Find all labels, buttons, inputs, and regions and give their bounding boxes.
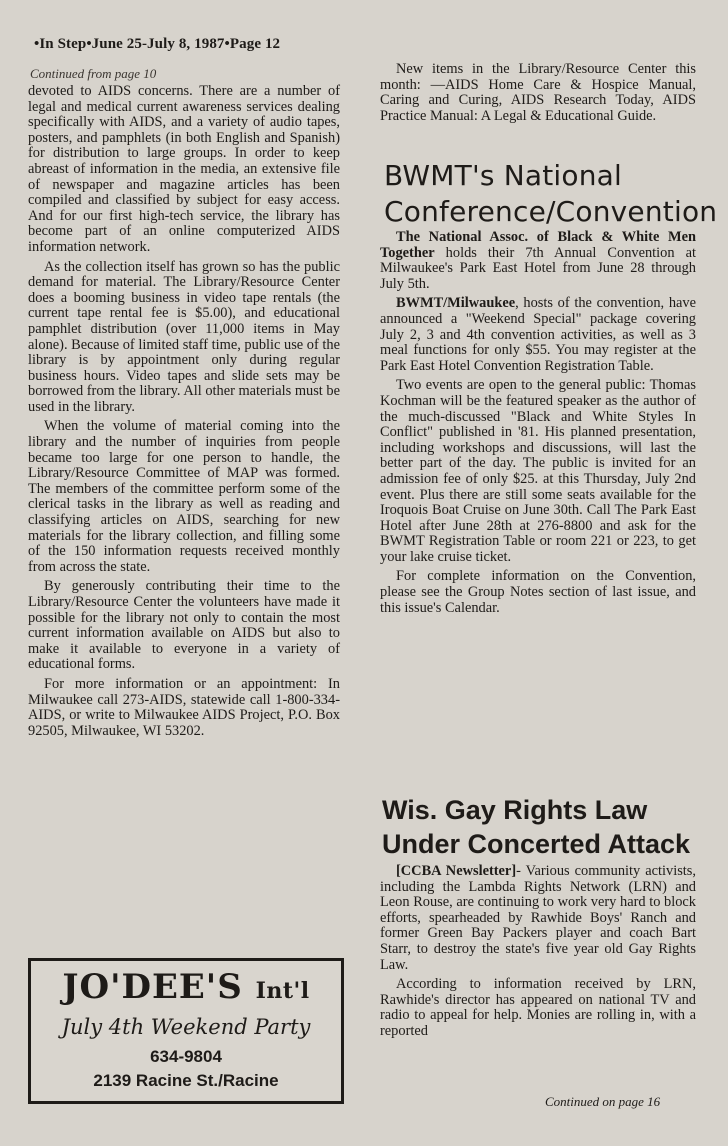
paragraph: devoted to AIDS concerns. There are a number of legal and medical current awareness services dealing specifically with AIDS, and a variety of audio tapes, posters, and pamphlets (in both English and Spanish) for distribution to large groups. In order to keep abreast of information in the media, an extensive file of newspaper and magazine articles has been compiled and classified by subject for easy access. And for our first high-tech service, the library has become part of an online computerized AIDS information network. <box>28 83 340 255</box>
ad-name-text: JO'DEE'S <box>62 967 243 1007</box>
paragraph: For complete information on the Convention, please see the Group Notes section of last issue, and this issue's Calendar. <box>380 568 696 616</box>
paragraph: Two events are open to the general public: Thomas Kochman will be the featured speaker as the author of the much-discussed "Black and White Styles In Conflict" published in '81. His planned presentation, including workshops and discussions, will last the better part of the day. The public is invited for an admission fee of only $25. at this Thursday, July 2nd event. Plus there are still some seats available for the Iroquois Boat Cruise on June 30th. Call The Park East Hotel after June 28th at 276-8800 and ask for the BWMT Registration Table or room 221 or 223, to get your lake cruise ticket. <box>380 377 696 565</box>
paragraph: New items in the Library/Resource Center this month: —AIDS Home Care & Hospice Manual, Caring and Curing, AIDS Research Today, AIDS Practice Manual: A Legal & Educational Guide. <box>380 61 696 124</box>
lead-in: [CCBA Newsletter] <box>396 863 517 879</box>
ad-business-name <box>31 967 341 1011</box>
paragraph-text: holds their 7th Annual Convention at Milwaukee's Park East Hotel from June 28 through July 5th. <box>380 244 696 292</box>
running-head: •In Step•June 25-July 8, 1987•Page 12 <box>34 36 281 52</box>
ad-tagline: July 4th Weekend Party <box>61 1015 311 1039</box>
jodees-advertisement <box>28 958 344 1104</box>
paragraph <box>380 864 696 973</box>
paragraph: For more information or an appointment: In Milwaukee call 273-AIDS, statewide call 1-800-334-AIDS, or write to Milwaukee AIDS Project, P.O. Box 92505, Milwaukee, WI 53202. <box>28 675 340 739</box>
right-column <box>380 0 718 1146</box>
paragraph: According to information received by LRN, Rawhide's director has appeared on national TV and radio to appeal for help. Monies are rolling in, with a reported <box>380 976 696 1039</box>
gay-rights-article-body <box>380 864 696 1044</box>
bwmt-article-body <box>380 230 696 620</box>
ad-name-suffix: Int'l <box>255 978 310 1004</box>
headline-line: BWMT's National <box>384 159 623 192</box>
ad-address: 2139 Racine St./Racine <box>93 1071 279 1090</box>
ad-phone: 634-9804 <box>150 1047 222 1066</box>
paragraph <box>380 230 696 292</box>
lead-in: The National Assoc. of Black & White Men Together <box>380 229 696 261</box>
paragraph-text: - Various community activists, including the Lambda Rights Network (LRN) and Leon Rouse, are continuing to work very hard to block efforts, spearheaded by Rawhide Boys' Ranch and former Green Bay Packers player and coach Bart Starr, to destroy the state's five year old Gay Rights Law. <box>380 863 696 973</box>
library-new-items <box>380 62 696 128</box>
library-article-body <box>28 84 340 743</box>
paragraph: By generously contributing their time to the Library/Resource Center the volunteers have made it possible for the library not only to contain the most current information available on AIDS but also to make it available to everyone in a variety of educational forms. <box>28 578 340 673</box>
paragraph: As the collection itself has grown so has the public demand for material. The Library/Resource Center does a booming business in video tape rentals (the current tape rental fee is $5.00), and educational pamphlet distribution (over 11,000 items in May alone). Because of limited staff time, public use of the library is by appointment only during regular business hours. Video tapes and slide sets may be borrowed from the library. All other materials must be used in the library. <box>28 258 340 415</box>
lead-in: BWMT/Milwaukee <box>396 295 516 312</box>
headline-line: Under Concerted Attack <box>382 829 691 859</box>
headline-line: Conference/Convention <box>384 195 718 228</box>
paragraph <box>380 296 696 374</box>
continued-from-note: Continued from page 10 <box>30 66 157 81</box>
gay-rights-headline <box>382 793 696 861</box>
headline-line: Wis. Gay Rights Law <box>382 795 648 825</box>
paragraph-text: , hosts of the convention, have announced a "Weekend Special" package covering July 2, 3 and 4th convention activities, as well as 3 meal functions for only $55. You may register at the Park East Hotel Convention Registration Table. <box>380 295 696 374</box>
continued-on-note: Continued on page 16 <box>545 1094 661 1109</box>
paragraph: When the volume of material coming into the library and the number of inquiries from people became too large for one person to handle, the Library/Resource Committee of MAP was formed. The members of the committee perform some of the clerical tasks in the library as well as reading and classifying articles on AIDS, searching for new materials for the library collection, and filling some of the 150 information requests received monthly from across the state. <box>28 418 340 575</box>
bwmt-headline <box>384 158 718 230</box>
